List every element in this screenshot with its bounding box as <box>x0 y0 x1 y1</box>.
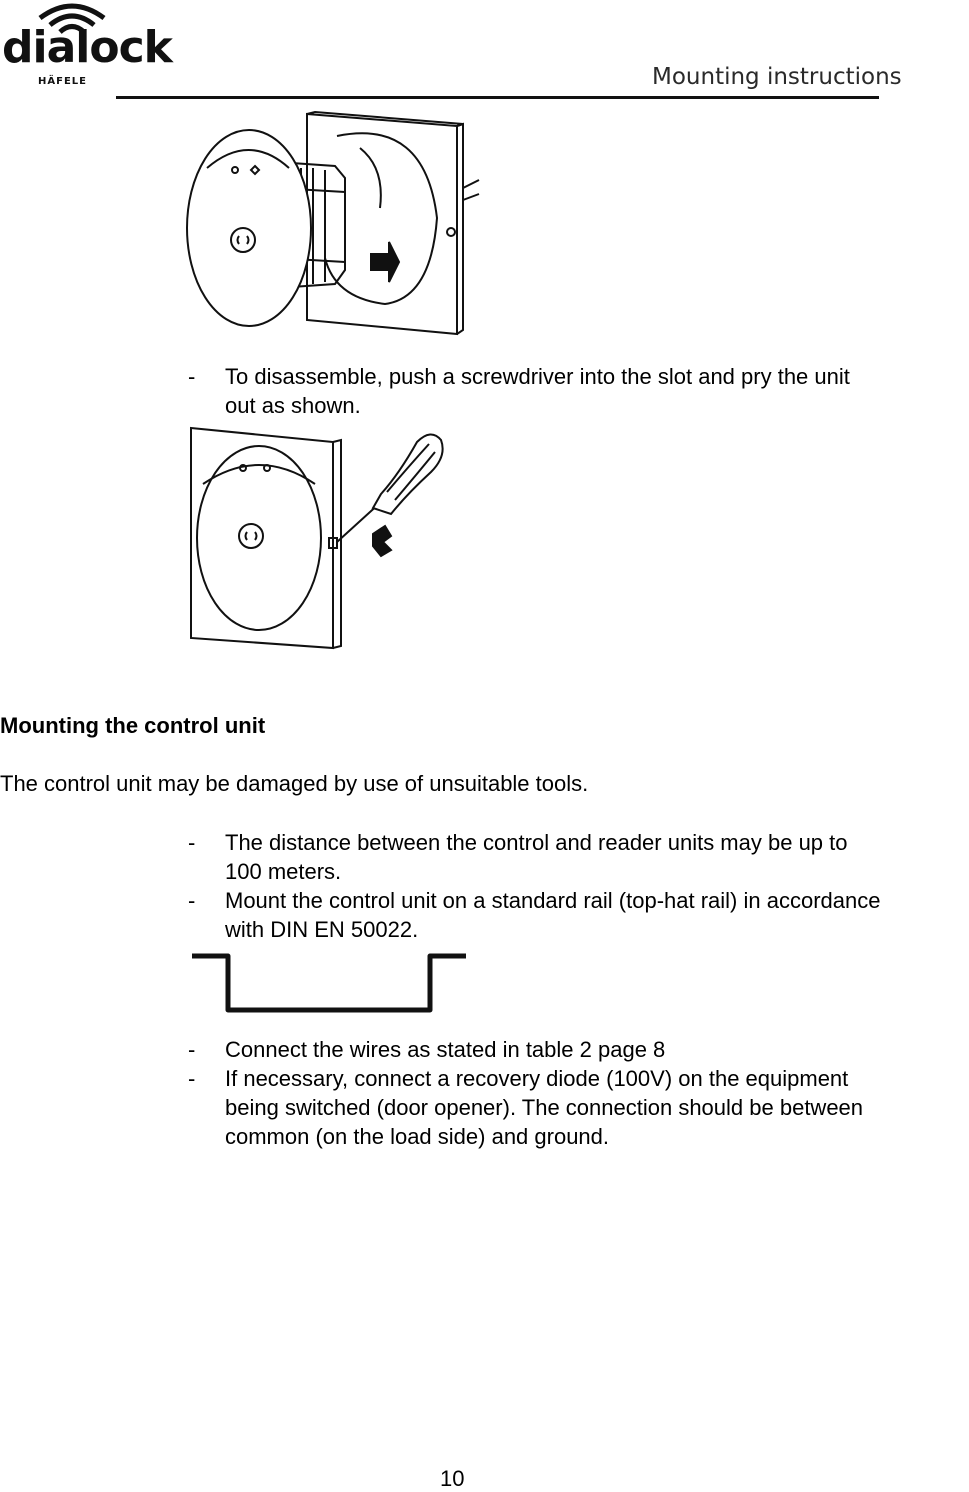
bullet-dash: - <box>188 364 196 389</box>
logo-brand: HÄFELE <box>38 76 87 87</box>
list-item-line: If necessary, connect a recovery diode (100V) on the equipment <box>225 1066 849 1091</box>
logo-wordmark: dialock <box>2 22 172 73</box>
section-heading: Mounting the control unit <box>0 713 266 738</box>
list-item-line: being switched (door opener). The connection should be between <box>225 1095 864 1120</box>
list-item <box>225 886 969 944</box>
bullet-dash: - <box>188 830 196 855</box>
list-item-line: with DIN EN 50022. <box>225 917 419 942</box>
list-item-line: The distance between the control and reader units may be up to <box>225 830 848 855</box>
list-item-line: out as shown. <box>225 393 361 418</box>
bullet-dash: - <box>188 1037 196 1062</box>
list-item-line: 100 meters. <box>225 859 342 884</box>
page-number: 10 <box>440 1466 465 1491</box>
list-item <box>225 1035 965 1064</box>
top-hat-rail-illustration <box>188 950 468 1018</box>
warning-text: The control unit may be damaged by use of unsuitable tools. <box>0 771 589 796</box>
list-item-line: To disassemble, push a screwdriver into the slot and pry the unit <box>225 364 850 389</box>
screwdriver-pry-illustration <box>185 422 455 654</box>
bullet-dash: - <box>188 888 196 913</box>
list-item <box>225 1064 965 1151</box>
list-item-line: Connect the wires as stated in table 2 page 8 <box>225 1037 666 1062</box>
list-item <box>225 362 965 420</box>
list-item <box>225 828 969 886</box>
bullet-dash: - <box>188 1066 196 1091</box>
list-item-line: Mount the control unit on a standard rail (top-hat rail) in accordance <box>225 888 881 913</box>
list-item-line: common (on the load side) and ground. <box>225 1124 610 1149</box>
page-header-title: Mounting instructions <box>652 64 902 90</box>
logo <box>2 0 172 95</box>
disassembly-push-illustration <box>185 108 480 340</box>
header-rule <box>116 96 879 99</box>
